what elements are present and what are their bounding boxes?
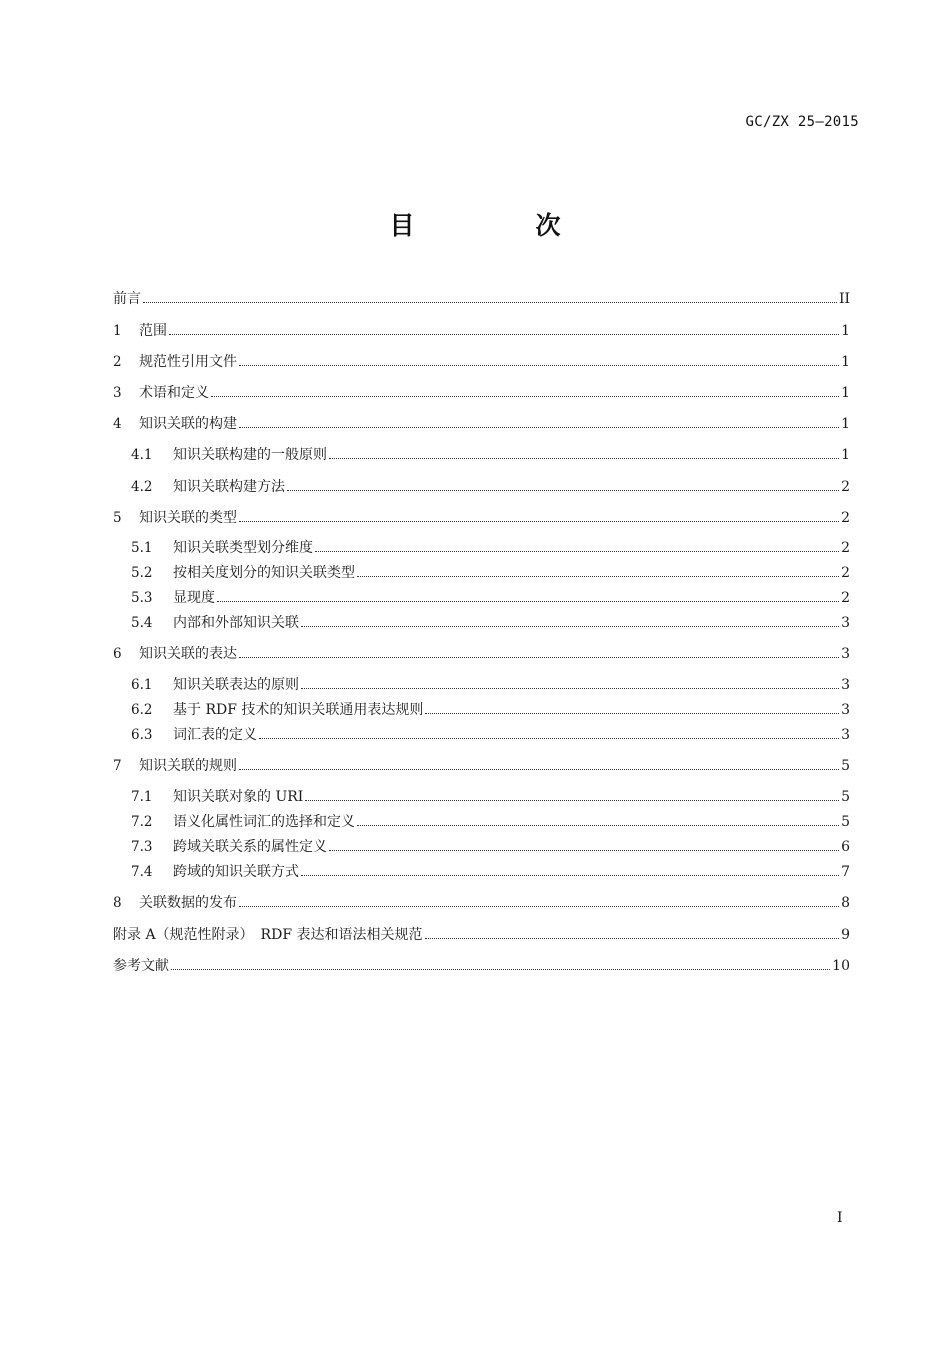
toc-entry-number: 4.1	[131, 447, 153, 463]
toc-entry-page: 2	[841, 565, 850, 581]
dot-leader	[239, 905, 839, 907]
page-folio: I	[837, 1210, 843, 1226]
toc-entry-label: 术语和定义	[139, 385, 209, 401]
toc-entry-page: 3	[841, 702, 850, 718]
dot-leader	[357, 575, 839, 577]
dot-leader	[239, 768, 839, 770]
toc-entry-label: 语义化属性词汇的选择和定义	[173, 814, 355, 830]
toc-entry-label: 词汇表的定义	[173, 727, 257, 743]
toc-entry-7-3[interactable]	[131, 836, 850, 856]
toc-entry-number: 6.2	[131, 702, 153, 718]
dot-leader	[239, 364, 839, 366]
toc-entry-appendix-a[interactable]	[113, 924, 850, 944]
toc-entry-number: 2	[113, 354, 122, 370]
dot-leader	[239, 426, 839, 428]
document-code: GC/ZX 25—2015	[745, 114, 859, 130]
toc-entry-label: 知识关联表达的原则	[173, 677, 299, 693]
toc-entry-page: 2	[841, 479, 850, 495]
toc-entry-6-2[interactable]	[131, 699, 850, 719]
toc-entry-number: 4	[113, 416, 122, 432]
toc-entry-number: 7	[113, 758, 122, 774]
toc-entry-6-3[interactable]	[131, 724, 850, 744]
toc-entry-page: 7	[841, 864, 850, 880]
toc-entry-page: 5	[841, 758, 850, 774]
toc-entry-label: 知识关联构建的一般原则	[173, 447, 327, 463]
toc-entry-page: 6	[841, 839, 850, 855]
toc-entry-number: 7.1	[131, 789, 153, 805]
dot-leader	[425, 712, 839, 714]
dot-leader	[305, 799, 839, 801]
toc-entry-label: 知识关联的表达	[139, 646, 237, 662]
toc-entry-references[interactable]	[113, 955, 850, 975]
toc-entry-5[interactable]	[113, 507, 850, 527]
toc-entry-page: 10	[832, 958, 850, 974]
toc-entry-number: 5.3	[131, 590, 153, 606]
toc-entry-number: 7.4	[131, 864, 153, 880]
toc-entry-page: 2	[841, 540, 850, 556]
toc-entry-page: II	[838, 291, 850, 307]
toc-entry-page: 1	[841, 354, 850, 370]
toc-entry-label: 知识关联的构建	[139, 416, 237, 432]
toc-entry-number: 7.2	[131, 814, 153, 830]
toc-entry-4-2[interactable]	[131, 476, 850, 496]
dot-leader	[357, 824, 839, 826]
toc-entry-number: 5.1	[131, 540, 153, 556]
toc-entry-7-1[interactable]	[131, 786, 850, 806]
toc-entry-7-2[interactable]	[131, 811, 850, 831]
toc-entry-number: 5	[113, 510, 122, 526]
toc-entry-number: 5.4	[131, 615, 153, 631]
toc-entry-6[interactable]	[113, 643, 850, 663]
toc-entry-label: 跨域关联关系的属性定义	[173, 839, 327, 855]
dot-leader	[315, 550, 839, 552]
toc-entry-8[interactable]	[113, 892, 850, 912]
toc-entry-label: 知识关联的规则	[139, 758, 237, 774]
toc-entry-7[interactable]	[113, 755, 850, 775]
toc-entry-label: 知识关联的类型	[139, 510, 237, 526]
dot-leader	[169, 333, 839, 335]
toc-entry-label: 知识关联类型划分维度	[173, 540, 313, 556]
toc-entry-number: 6	[113, 646, 122, 662]
toc-entry-page: 5	[841, 789, 850, 805]
toc-entry-page: 3	[841, 727, 850, 743]
toc-entry-page: 1	[841, 323, 850, 339]
toc-entry-label: 范围	[139, 323, 167, 339]
toc-entry-4[interactable]	[113, 413, 850, 433]
toc-entry-page: 5	[841, 814, 850, 830]
dot-leader	[239, 656, 839, 658]
dot-leader	[211, 395, 839, 397]
toc-entry-number: 4.2	[131, 479, 153, 495]
toc-entry-7-4[interactable]	[131, 861, 850, 881]
toc-entry-page: 2	[841, 510, 850, 526]
toc-entry-page: 3	[841, 646, 850, 662]
toc-entry-number: 1	[113, 323, 122, 339]
toc-entry-number: 6.3	[131, 727, 153, 743]
toc-entry-label: 前言	[113, 291, 141, 307]
toc-entry-6-1[interactable]	[131, 674, 850, 694]
toc-entry-label: 参考文献	[113, 958, 169, 974]
toc-entry-label: 知识关联对象的 URI	[173, 789, 304, 805]
toc-entry-4-1[interactable]	[131, 444, 850, 464]
toc-entry-page: 1	[841, 385, 850, 401]
toc-entry-page: 9	[841, 927, 850, 943]
dot-leader	[217, 600, 839, 602]
toc-entry-number: 6.1	[131, 677, 153, 693]
toc-entry-page: 3	[841, 677, 850, 693]
toc-entry-label: 规范性引用文件	[139, 354, 237, 370]
toc-entry-number: 7.3	[131, 839, 153, 855]
toc-entry-page: 1	[841, 416, 850, 432]
toc-entry-5-4[interactable]	[131, 612, 850, 632]
dot-leader	[143, 301, 837, 303]
toc-entry-label: 内部和外部知识关联	[173, 615, 299, 631]
toc-entry-page: 3	[841, 615, 850, 631]
toc-entry-number: 5.2	[131, 565, 153, 581]
dot-leader	[171, 968, 830, 970]
toc-entry-2[interactable]	[113, 351, 850, 371]
toc-entry-label: 关联数据的发布	[139, 895, 237, 911]
dot-leader	[301, 625, 839, 627]
dot-leader	[287, 489, 839, 491]
dot-leader	[301, 687, 839, 689]
toc-entry-page: 1	[841, 447, 850, 463]
dot-leader	[239, 520, 839, 522]
dot-leader	[425, 937, 840, 939]
toc-entry-1[interactable]	[113, 320, 850, 340]
toc-entry-label: 跨域的知识关联方式	[173, 864, 299, 880]
toc-entry-page: 8	[841, 895, 850, 911]
toc-entry-number: 3	[113, 385, 122, 401]
dot-leader	[259, 737, 839, 739]
toc-entry-preface[interactable]	[113, 288, 850, 308]
toc-entry-label: 基于 RDF 技术的知识关联通用表达规则	[173, 702, 424, 718]
toc-entry-page: 2	[841, 590, 850, 606]
toc-title: 目 次	[389, 211, 609, 240]
toc-entry-3[interactable]	[113, 382, 850, 402]
toc-entry-label: 知识关联构建方法	[173, 479, 285, 495]
toc-entry-5-1[interactable]	[131, 537, 850, 557]
toc-entry-label: 显现度	[173, 590, 215, 606]
toc-entry-label: 附录 A（规范性附录） RDF 表达和语法相关规范	[113, 927, 423, 943]
toc-entry-5-2[interactable]	[131, 562, 850, 582]
dot-leader	[301, 874, 839, 876]
toc-entry-5-3[interactable]	[131, 587, 850, 607]
dot-leader	[329, 849, 839, 851]
toc-entry-number: 8	[113, 895, 122, 911]
toc-entry-label: 按相关度划分的知识关联类型	[173, 565, 355, 581]
dot-leader	[329, 457, 839, 459]
